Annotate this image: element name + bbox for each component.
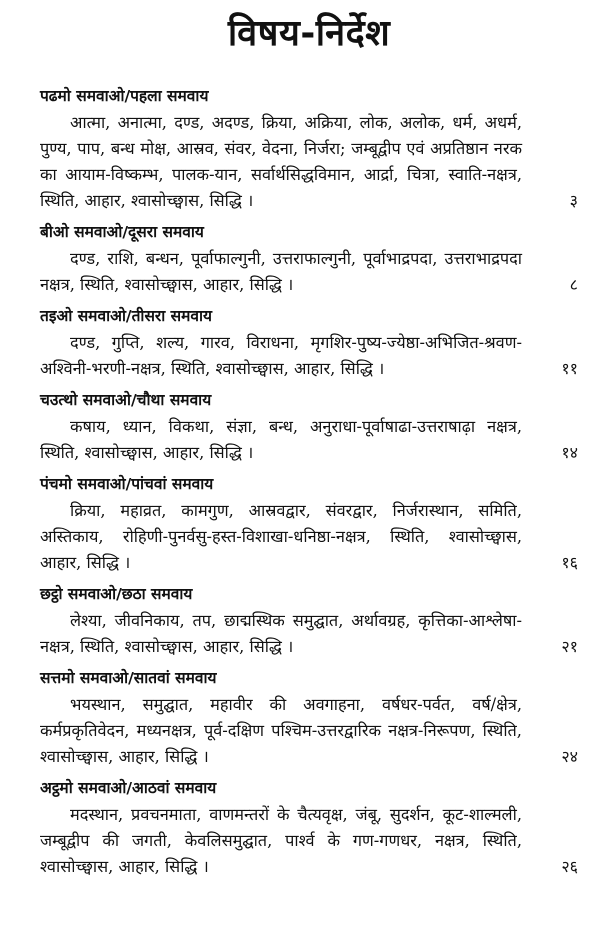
section-2	[40, 222, 578, 298]
section-body	[40, 608, 578, 660]
section-heading: सत्तमो समवाओ/सातवां समवाय	[40, 669, 217, 687]
section-heading: पंचमो समवाओ/पांचवां समवाय	[40, 475, 214, 493]
section-text: आत्मा, अनात्मा, दण्ड, अदण्ड, क्रिया, अक्रिया, लोक, अलोक, धर्म, अधर्म, पुण्य, पाप, बन्ध मोक्ष, आस्रव, संवर, वेदना, निर्जरा; जम्बूद्वीप एवं अप्रतिष्ठान नरक का आयाम-विष्कम्भ, पालक-यान, सर्वार्थसिद्धविमान, आर्द्रा, चित्रा, स्वाति-नक्षत्र, स्थिति, आहार, श्वासोच्छ्वास, सिद्धि ।	[40, 113, 522, 210]
page-number: ८	[569, 275, 578, 294]
section-text: मदस्थान, प्रवचनमाता, वाणमन्तरों के चैत्यवृक्ष, जंबू, सुदर्शन, कूट-शाल्मली, जम्बूद्वीप की जगती, केवलिसमुद्घात, पार्श्व के गण-गणधर, नक्षत्र, स्थिति, श्वासोच्छ्वास, आहार, सिद्धि ।	[40, 805, 522, 876]
section-4	[40, 390, 578, 466]
section-text: भयस्थान, समुद्घात, महावीर की अवगाहना, वर्षधर-पर्वत, वर्ष/क्षेत्र, कर्मप्रकृतिवेदन, मध्यनक्षत्र, पूर्व-दक्षिण पश्चिम-उत्तरद्वारिक नक्षत्र-निरूपण, स्थिति, श्वासोच्छ्वास, आहार, सिद्धि ।	[40, 695, 522, 766]
page-number: २६	[561, 857, 578, 876]
page-number: ११	[561, 359, 578, 378]
page-number: २४	[561, 747, 578, 766]
section-body	[40, 110, 578, 214]
section-text: दण्ड, राशि, बन्धन, पूर्वाफाल्गुनी, उत्तराफाल्गुनी, पूर्वाभाद्रपदा, उत्तराभाद्रपदा नक्षत्र, स्थिति, श्वासोच्छ्वास, आहार, सिद्धि ।	[40, 249, 522, 294]
section-6	[40, 584, 578, 660]
page-number: ३	[569, 191, 578, 210]
section-text: क्रिया, महाव्रत, कामगुण, आस्रवद्वार, संवरद्वार, निर्जरास्थान, समिति, अस्तिकाय, रोहिणी-पुनर्वसु-हस्त-विशाखा-धनिष्ठा-नक्षत्र, स्थिति, श्वासोच्छ्वास, आहार, सिद्धि ।	[40, 501, 522, 572]
section-heading: चउत्थो समवाओ/चौथा समवाय	[40, 391, 212, 409]
page-number: १४	[561, 443, 578, 462]
section-1	[40, 86, 578, 214]
section-8	[40, 778, 578, 880]
section-heading: छट्ठो समवाओ/छठा समवाय	[40, 585, 193, 603]
section-3	[40, 306, 578, 382]
page-title: विषय-निर्देश	[227, 13, 391, 54]
section-body	[40, 330, 578, 382]
section-body	[40, 692, 578, 770]
page-number: २१	[561, 637, 578, 656]
section-text: दण्ड, गुप्ति, शल्य, गारव, विराधना, मृगशिर-पुष्य-ज्येष्ठा-अभिजित-श्रवण-अश्विनी-भरणी-नक्षत्र, स्थिति, श्वासोच्छ्वास, आहार, सिद्धि ।	[40, 333, 522, 378]
section-heading: बीओ समवाओ/दूसरा समवाय	[40, 223, 204, 241]
section-body	[40, 246, 578, 298]
section-heading: अट्ठमो समवाओ/आठवां समवाय	[40, 779, 217, 797]
section-5	[40, 474, 578, 576]
section-body	[40, 414, 578, 466]
section-7	[40, 668, 578, 770]
section-text: लेश्या, जीवनिकाय, तप, छाद्मस्थिक समुद्घात, अर्थावग्रह, कृत्तिका-आश्लेषा-नक्षत्र, स्थिति, श्वासोच्छ्वास, आहार, सिद्धि ।	[40, 611, 522, 656]
section-body	[40, 802, 578, 880]
section-text: कषाय, ध्यान, विकथा, संज्ञा, बन्ध, अनुराधा-पूर्वाषाढा-उत्तराषाढ़ा नक्षत्र, स्थिति, श्वासोच्छ्वास, आहार, सिद्धि ।	[40, 417, 522, 462]
page-number: १६	[561, 553, 578, 572]
section-body	[40, 498, 578, 576]
section-heading: तइओ समवाओ/तीसरा समवाय	[40, 307, 213, 325]
section-heading: पढमो समवाओ/पहला समवाय	[40, 87, 209, 105]
